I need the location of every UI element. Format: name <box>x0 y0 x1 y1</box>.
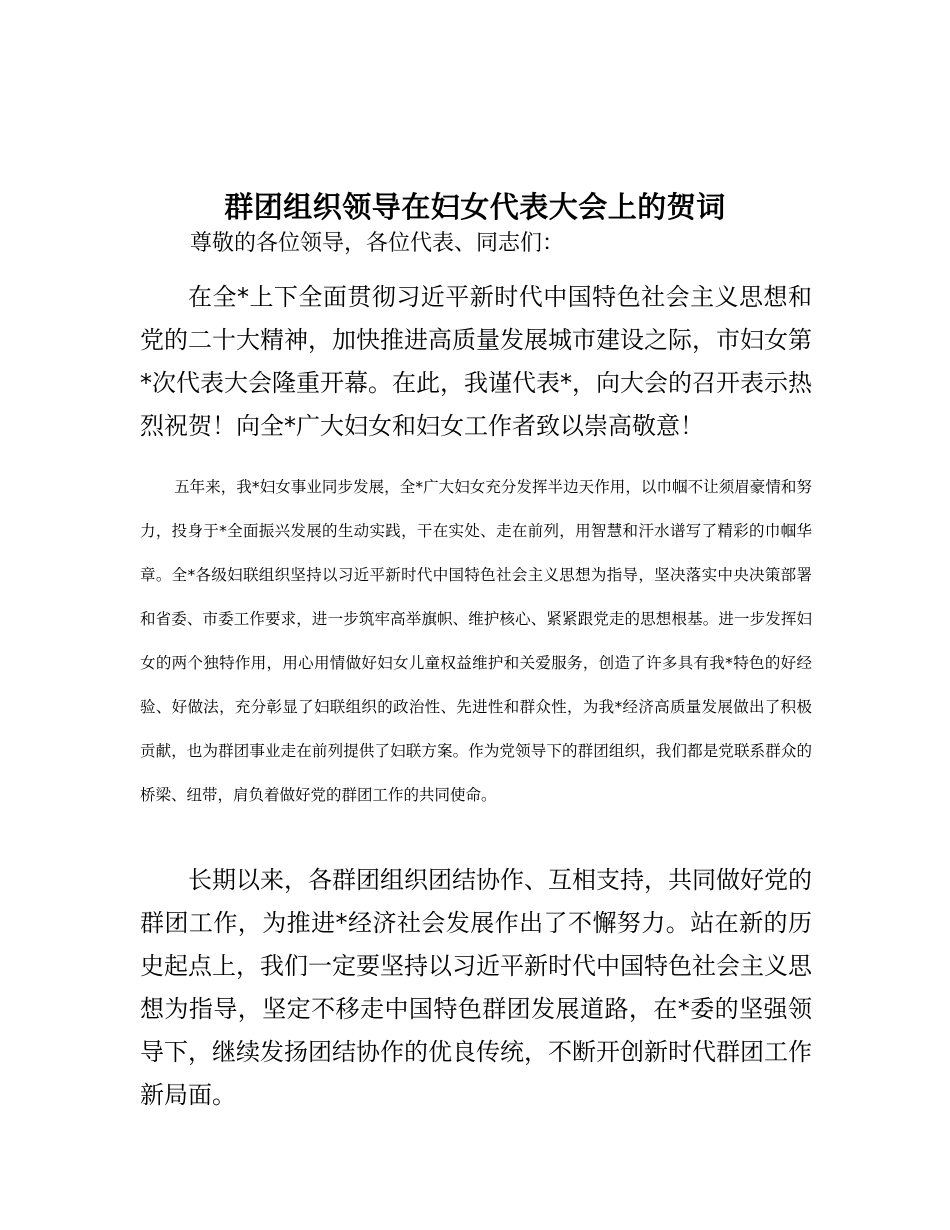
document-title: 群团组织领导在妇女代表大会上的贺词 <box>224 190 726 225</box>
paragraph-closing: 长期以来，各群团组织团结协作、互相支持，共同做好党的群团工作，为推进*经济社会发展作出了不懈努力。站在新的历史起点上，我们一定要坚持以习近平新时代中国特色社会主义思想为指导，坚定不移走中国特色群团发展道路，在*委的坚强领导下，继续发扬团结协作的优良传统，不断开创新时代群团工作新局面。 <box>140 866 812 1109</box>
paragraph-opening: 在全*上下全面贯彻习近平新时代中国特色社会主义思想和党的二十大精神，加快推进高质量发展城市建设之际，市妇女第*次代表大会隆重开幕。在此，我谨代表*，向大会的召开表示热烈祝贺！向全*广大妇女和妇女工作者致以崇高敬意！ <box>140 283 812 440</box>
salutation: 尊敬的各位领导，各位代表、同志们： <box>190 231 565 256</box>
paragraph-achievements: 五年来，我*妇女事业同步发展，全*广大妇女充分发挥半边天作用，以巾帼不让须眉豪情和努力，投身于*全面振兴发展的生动实践，干在实处、走在前列，用智慧和汗水谱写了精彩的巾帼华章。全*各级妇联组织坚持以习近平新时代中国特色社会主义思想为指导，坚决落实中央决策部署和省委、市委工作要求，进一步筑牢高举旗帜、维护核心、紧紧跟党走的思想根基。进一步发挥妇女的两个独特作用，用心用情做好妇女儿童权益维护和关爱服务，创造了许多具有我*特色的好经验、好做法，充分彰显了妇联组织的政治性、先进性和群众性，为我*经济高质量发展做出了积极贡献，也为群团事业走在前列提供了妇联方案。作为党领导下的群团组织，我们都是党联系群众的桥梁、纽带，肩负着做好党的群团工作的共同使命。 <box>140 478 812 804</box>
